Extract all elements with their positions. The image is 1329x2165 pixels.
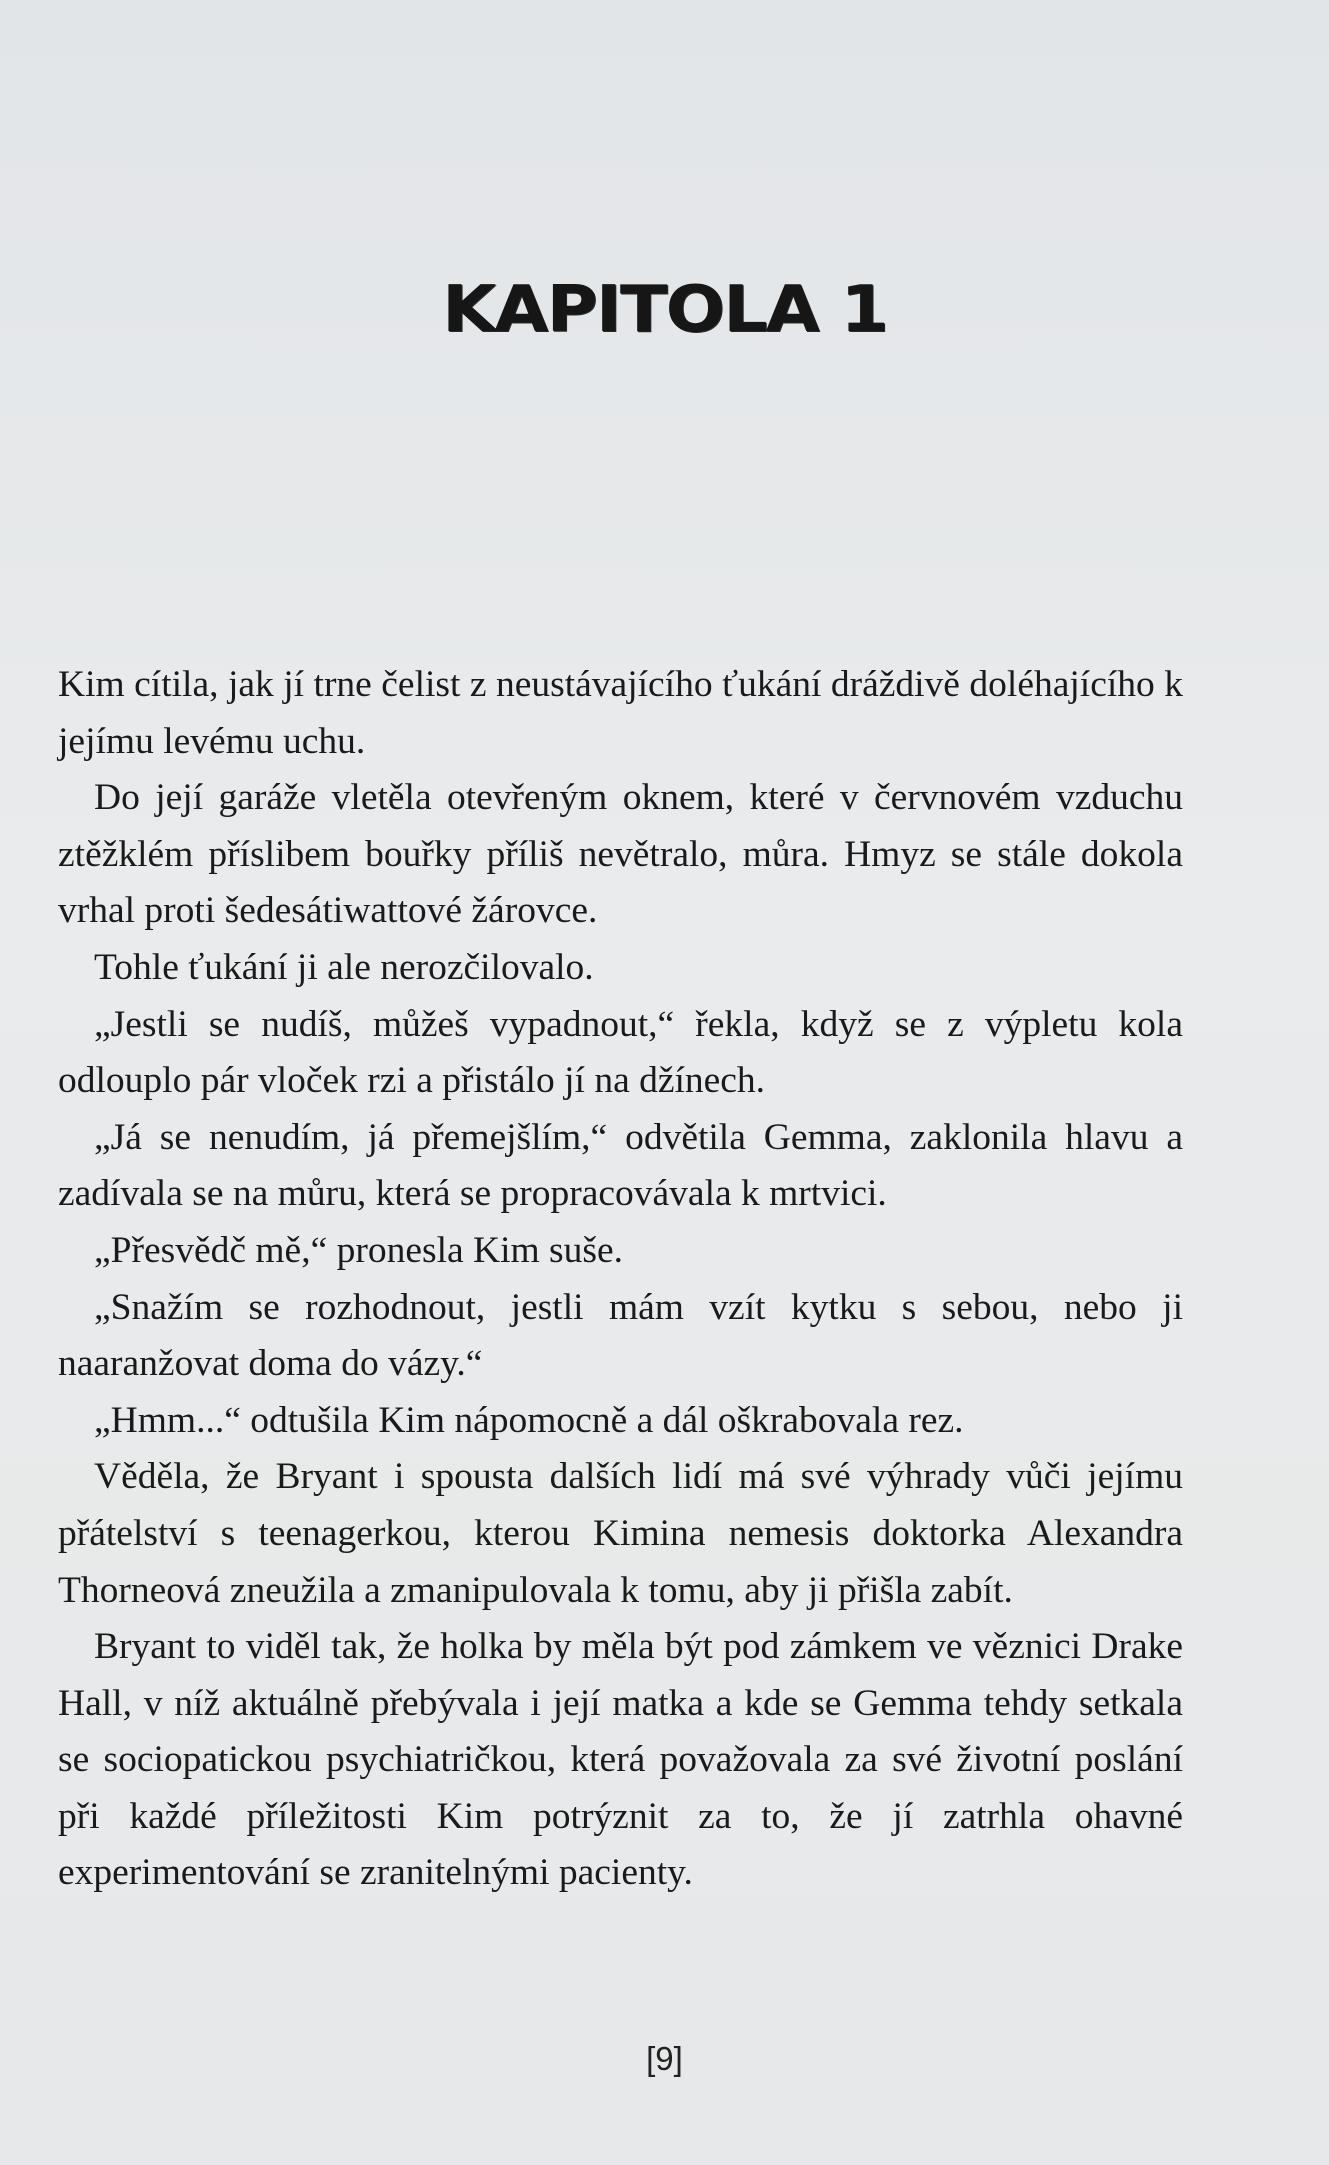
page-number: [9] (646, 2040, 683, 2077)
paragraph: „Já se nenudím, já přemejšlím,“ odvětila Gemma, zaklonila hlavu a zadívala se na můru, která se propracovávala k mrtvici. (58, 1116, 1183, 1215)
paragraph: „Přesvědč mě,“ pronesla Kim suše. (94, 1229, 624, 1271)
paragraph: „Snažím se rozhodnout, jestli mám vzít kytku s sebou, nebo ji naaranžovat doma do vázy.“ (58, 1286, 1183, 1385)
chapter-body (58, 657, 1183, 1902)
chapter-title: KAPITOLA 1 (442, 271, 887, 347)
paragraph: Kim cítila, jak jí trne čelist z neustávajícího ťukání dráždivě doléhajícího k jejímu levému uchu. (58, 664, 1183, 762)
paragraph: Do její garáže vletěla otevřeným oknem, které v červnovém vzduchu ztěžklém příslibem bouřky příliš nevětralo, můra. Hmyz se stále dokola vrhal proti šedesátiwattové žárovce. (58, 777, 1183, 932)
paragraph: Věděla, že Bryant i spousta dalších lidí má své výhrady vůči jejímu přátelství s teenagerkou, kterou Kimina nemesis doktorka Alexandra Thorneová zneužila a zmanipulovala k tomu, aby ji přišla zabít. (58, 1456, 1183, 1611)
paragraph: Bryant to viděl tak, že holka by měla být pod zámkem ve věznici Drake Hall, v níž aktuálně přebývala i její matka a kde se Gemma tehdy setkala se sociopatickou psychiatričkou, která považovala za své životní poslání při každé příležitosti Kim potrýznit za to, že jí zatrhla ohavné experimentování se zranitelnými pacienty. (58, 1626, 1183, 1894)
paragraph: „Hmm...“ odtušila Kim nápomocně a dál oškrabovala rez. (94, 1399, 964, 1441)
paragraph: Tohle ťukání ji ale nerozčilovalo. (94, 946, 594, 988)
paragraph: „Jestli se nudíš, můžeš vypadnout,“ řekla, když se z výpletu kola odlouplo pár vloček rzi a přistálo jí na džínech. (58, 1003, 1183, 1102)
